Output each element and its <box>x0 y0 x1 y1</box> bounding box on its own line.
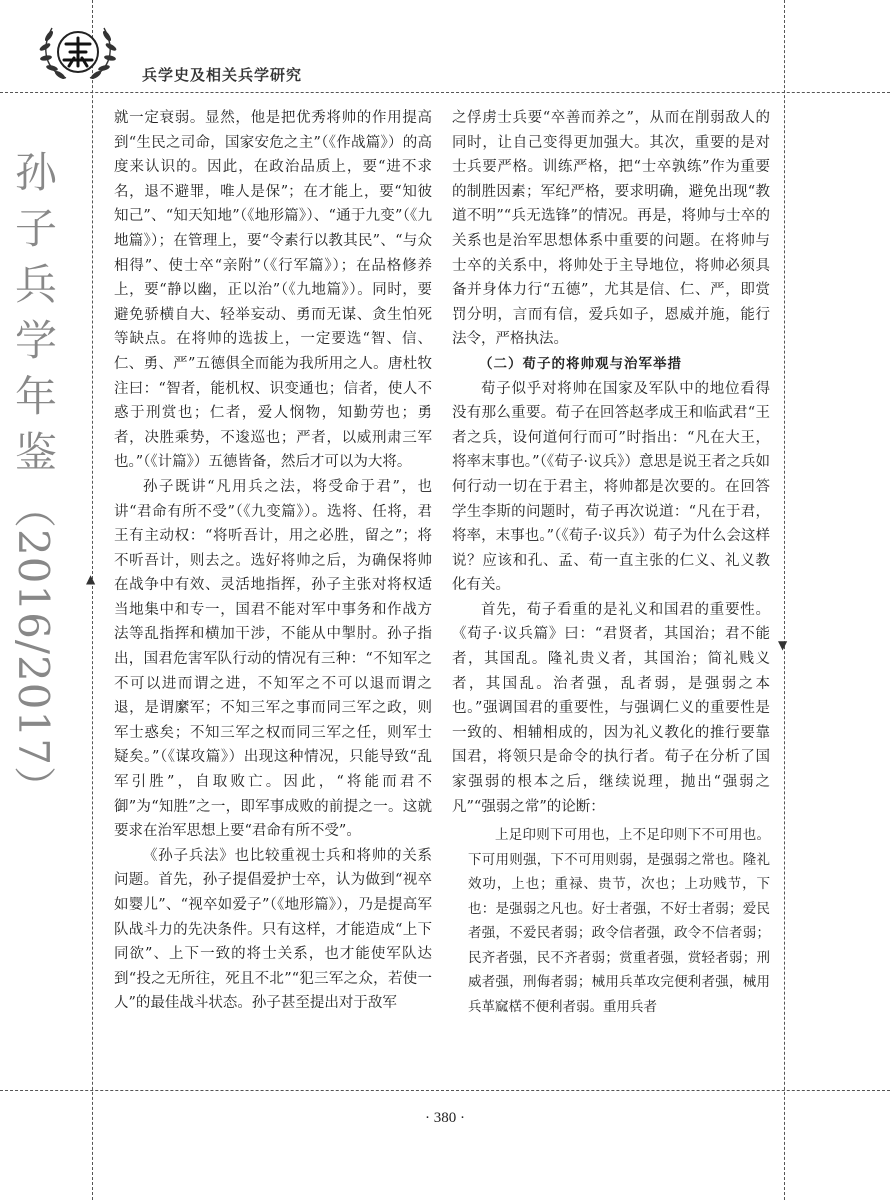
paragraph: 就一定衰弱。显然，他是把优秀将帅的作用提高到“生民之司命，国家安危之主”（《作战篇》）的高度来认识的。因此，在政治品质上，要“进不求名，退不避罪，唯人是保”；在才能上，要“知彼知己”、“知天知地”（《地形篇》）、“通于九变”（《九地篇》）；在管理上，要“令素行以教其民”、“与众相得”、使士卒“亲附”（《行军篇》）；在品格修养上，要“静以幽，正以治”（《九地篇》）。同时，要避免骄横自大、轻举妄动、勇而无谋、贪生怕死等缺点。在将帅的选拔上，一定要选“智、信、仁、勇、严”五德俱全而能为我所用之人。唐杜牧注曰：“智者，能机权、识变通也；信者，使人不惑于刑赏也；仁者，爱人悯物，知勤劳也；勇者，决胜乘势，不逡巡也；严者，以威刑肃三军也。”（《计篇》）五德皆备，然后才可以为大将。 <box>114 110 432 471</box>
laurel-emblem-icon <box>22 14 134 84</box>
paragraph: 荀子似乎对将帅在国家及军队中的地位看得没有那么重要。荀子在回答赵孝成王和临武君“王者之兵，设何道何行而可”时指出：“凡在大王，将率末事也。”（《荀子·议兵》）意思是说王者之兵如何行动一切在于君主，将帅都是次要的。在回答学生李斯的问题时，荀子再次说道：“凡在于君，将率，末事也。”（《荀子·议兵》）荀子为什么会这样说？应该和孔、孟、荀一直主张的仁义、礼义教化有关。 <box>452 380 770 594</box>
quote-text: 上足印则下可用也，上不足印则下不可用也。下可用则强，下不可用则弱，是强弱之常也。隆礼效功，上也；重禄、贵节，次也；上功贱节，下也：是强弱之凡也。好士者强，不好士者弱；爱民者强，不爱民者弱；政令信者强，政令不信者弱；民齐者强，民不齐者弱；赏重者强，赏轻者弱；刑威者强，刑侮者弱；械用兵革攻完便利者强，械用兵革窳楛不便利者弱。重用兵者 <box>468 827 770 1015</box>
right-cut-line <box>784 0 785 1200</box>
left-cut-line <box>92 0 93 1200</box>
arrow-up-icon: ▲ <box>86 572 96 586</box>
block-quote <box>452 823 770 1019</box>
yearbook-side-title <box>9 150 80 809</box>
paragraph: 首先，荀子看重的是礼义和国君的重要性。《荀子·议兵篇》曰：“君贤者，其国治；君不能者，其国乱。隆礼贵义者，其国治；简礼贱义者，其国乱。治者强，乱者弱，是强弱之本也。”强调国君的重要性，与强调仁义的重要性是一致的、相辅相成的，因为礼义教化的推行要靠国君，将领只是命令的执行者。荀子在分析了国家强弱的根本之后，继续说理，抛出“强弱之凡”“强弱之常”的论断： <box>452 601 770 815</box>
right-text-column <box>452 106 770 1019</box>
header-cut-line <box>0 92 890 93</box>
page-number: · 380 · <box>425 1110 465 1126</box>
footer-cut-line <box>0 1090 890 1091</box>
section-heading: （二）荀子的将帅观与治军举措 <box>479 355 682 372</box>
left-text-column <box>114 106 432 1016</box>
section-title: 兵学史及相关兵学研究 <box>142 66 303 84</box>
yearbook-years: （2016/2017） <box>9 486 58 809</box>
paragraph: 之俘虏士兵要“卒善而养之”，从而在削弱敌人的同时，让自己变得更加强大。其次，重要的是对士兵要严格。训练严格，把“士卒孰练”作为重要的制胜因素；军纪严格，要求明确，避免出现“教道不明”“兵无选锋”的情况。再是，将帅与士卒的关系也是治军思想体系中重要的问题。在将帅与士卒的关系中，将帅处于主导地位，将帅必须具备并身体力行“五德”，尤其是信、仁、严，即赏罚分明，言而有信，爱兵如子，恩威并施，能行法令，严格执法。 <box>452 110 770 348</box>
yearbook-title: 孙子兵学年鉴 <box>9 150 58 486</box>
arrow-down-icon: ▼ <box>778 638 788 652</box>
paragraph: 孙子既讲“凡用兵之法，将受命于君”，也讲“君命有所不受”（《九变篇》）。选将、任将，君王有主动权：“将听吾计，用之必胜，留之”；将不听吾计，则去之。选好将帅之后，为确保将帅在战争中有效、灵活地指挥，孙子主张对将权适当地集中和专一，国君不能对军中事务和作战方法等乱指挥和横加干涉，不能从中掣肘。孙子指出，国君危害军队行动的情况有三种：“不知军之不可以进而谓之进，不知军之不可以退而谓之退，是谓縻军；不知三军之事而同三军之政，则军士惑矣；不知三军之权而同三军之任，则军士疑矣。”（《谋攻篇》）出现这种情况，只能导致“乱军引胜”，自取败亡。因此，“将能而君不御”为“知胜”之一，即军事成败的前提之一。这就要求在治军思想上要“君命有所不受”。 <box>114 478 432 840</box>
paragraph: 《孙子兵法》也比较重视士兵和将帅的关系问题。首先，孙子提倡爱护士卒，认为做到“视卒如婴儿”、“视卒如爱子”（《地形篇》），乃是提高军队战斗力的先决条件。只有这样，才能造成“上下同欲”、上下一致的将士关系，也才能使军队达到“投之无所往，死且不北”“犯三军之众，若使一人”的最佳战斗状态。孙子甚至提出对于敌军 <box>114 847 432 1012</box>
